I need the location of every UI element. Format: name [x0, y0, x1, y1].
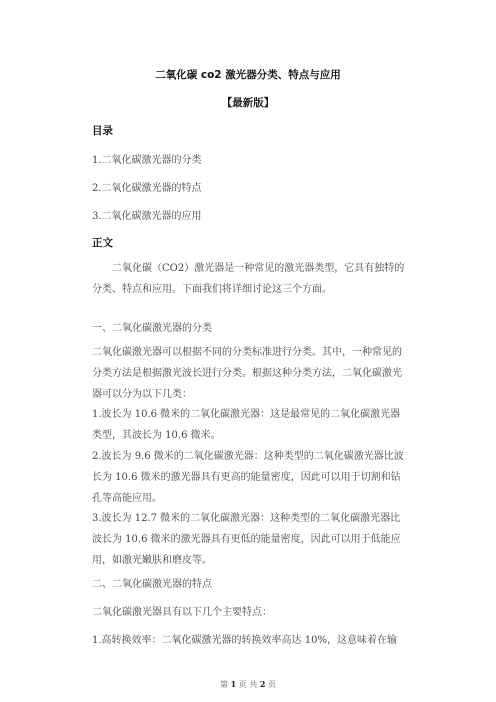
toc-item: 1.二氧化碳激光器的分类: [92, 155, 202, 166]
footer-prefix: 第: [220, 680, 229, 689]
document-title: 二氧化碳 co2 激光器分类、特点与应用: [155, 69, 341, 81]
section-heading-classification: 一、二氧化碳激光器的分类: [92, 323, 212, 334]
body-heading: 正文: [92, 237, 113, 249]
paragraph-type-1: 1.波长为 10.6 微米的二氧化碳激光器：这是最常见的二氧化碳激光器类型，其波长为 10.6 微米。: [92, 409, 401, 441]
paragraph-type-2: 2.波长为 9.6 微米的二氧化碳激光器：这种类型的二氧化碳激光器比波长为 10.6 微米的激光器具有更高的能量密度，因此可以用于切割和钻孔等高能应用。: [92, 451, 404, 504]
paragraph-features-intro: 二氧化碳激光器具有以下几个主要特点：: [92, 607, 272, 618]
toc-heading: 目录: [92, 125, 113, 137]
paragraph-classification: 二氧化碳激光器可以根据不同的分类标准进行分类。其中，一种常见的分类方法是根据激光波长进行分类。根据这种分类方法，二氧化碳激光器可以分为以下几类：: [92, 347, 402, 400]
toc-item: 2.二氧化碳激光器的特点: [92, 183, 202, 194]
page-footer: [0, 679, 496, 690]
paragraph-type-3: 3.波长为 12.7 微米的二氧化碳激光器：这种类型的二氧化碳激光器比波长为 10.6 微米的激光器具有更低的能量密度，因此可以用于低能应用，如激光嫩肤和磨皮等。: [92, 513, 401, 566]
toc-item: 3.二氧化碳激光器的应用: [92, 211, 202, 222]
section-heading-features: 二、二氧化碳激光器的特点: [92, 579, 212, 590]
paragraph-intro: 二氧化碳（CO2）激光器是一种常见的激光器类型，它具有独特的分类、特点和应用。下面我们将详细讨论这三个方面。: [92, 263, 405, 295]
paragraph-feature-1: 1.高转换效率：二氧化碳激光器的转换效率高达 10%，这意味着在输: [92, 635, 397, 646]
edition-label: 【最新版】: [221, 97, 275, 109]
footer-suffix: 页: [267, 680, 276, 689]
footer-total-pages: 2: [259, 679, 266, 689]
footer-middle: 页 共: [238, 680, 258, 689]
footer-page-number: 1: [230, 679, 237, 689]
